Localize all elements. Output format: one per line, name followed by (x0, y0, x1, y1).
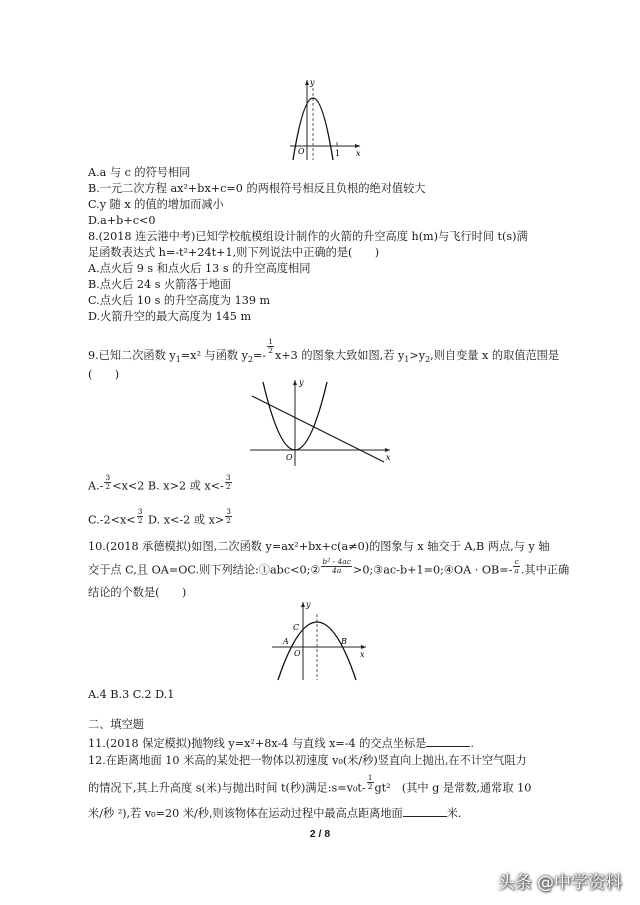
q8-stem-line1: 8.(2018 连云港中考)已知学校航模组设计制作的火箭的升空高度 h(m)与飞行时间 t(s)满 (88, 230, 528, 243)
q7-origin-label: O (298, 147, 305, 156)
q7-option-a: A.a 与 c 的符号相同 (88, 166, 191, 179)
q12-half-fraction: $\frac{1}{2}$ (367, 773, 373, 791)
q9-options-cd: C.-2<x< $\frac{3}{2}$ D. x<-2 或 x> $\frac{3}{2}$ (88, 507, 232, 527)
q7-one-label: 1 (335, 149, 341, 158)
q12-answer-blank[interactable] (403, 806, 447, 817)
q10-point-c-label: C (293, 623, 300, 632)
q7-y-label: y (310, 78, 315, 87)
q10-options: A.4 B.3 C.2 D.1 (88, 688, 175, 701)
q10-discriminant-fraction: $\frac{\text{b² - 4ac}}{4a}$ (322, 557, 351, 575)
q9-half-fraction: $\frac{1}{2}$ (268, 337, 273, 355)
q11-answer-blank[interactable] (426, 736, 470, 747)
q9-stem-line1: 9.已知二次函数 $y_1=x^2$ 与函数 $y_2=-$ $\frac{1}{2}$ x+3 的图象大致如图,若 $y_1>y_2$,则自变量 x 的取值范围是 (88, 337, 560, 365)
q8-option-b: B.点火后 24 s 火箭落于地面 (88, 278, 232, 291)
q8-option-c: C.点火后 10 s 的升空高度为 139 m (88, 294, 271, 307)
q12-stem-line3: 米/秒 ²),若 v₀=20 米/秒,则该物体在运动过程中最高点距离地面 米. (88, 807, 462, 820)
q9-answer-paren: ( ) (88, 368, 120, 381)
q7-option-d: D.a+b+c<0 (88, 214, 156, 227)
q8-stem-line2: 足函数表达式 h=-t²+24t+1,则下列说法中正确的是( ) (88, 246, 380, 259)
q10-origin-label: O (294, 649, 301, 658)
q10-point-a-label: A (283, 637, 289, 646)
q10-stem-line3: 结论的个数是( ) (88, 586, 187, 599)
q7-parabola-figure (284, 76, 364, 162)
q8-option-d: D.火箭升空的最大高度为 145 m (88, 310, 252, 323)
q10-stem-line1: 10.(2018 承德模拟)如图,二次函数 y=ax²+bx+c(a≠0)的图象与 x 轴交于 A,B 两点,与 y 轴 (88, 540, 550, 553)
q10-stem-line2: 交于点 C,且 OA=OC.则下列结论:①abc<0;② $\frac{\text{b² - 4ac}}{4a}$ >0;③ac-b+1=0;④OA · OB=- $\frac{c}{a}$ .其中正确 (88, 557, 570, 577)
section-heading-fill-in: 二、填空题 (88, 718, 144, 731)
watermark: 头条 @中学资料 (497, 873, 622, 893)
q10-point-b-label: B (341, 637, 347, 646)
q7-option-b: B.一元二次方程 ax²+bx+c=0 的两根符号相反且负根的绝对值较大 (88, 182, 426, 195)
q10-y-label: y (306, 600, 311, 609)
q9-y-label: y (299, 378, 304, 387)
q9-options-ab: A.- $\frac{3}{2}$ <x<2 B. x>2 或 x<- $\frac{3}{2}$ (88, 473, 231, 493)
q10-x-label: x (360, 650, 365, 659)
page-number: 2 / 8 (309, 828, 331, 840)
q9-origin-label: O (286, 453, 293, 462)
q9-x-label: x (386, 453, 391, 462)
q8-option-a: A.点火后 9 s 和点火后 13 s 的升空高度相同 (88, 262, 311, 275)
q7-option-c: C.y 随 x 的值的增加而减小 (88, 198, 224, 211)
q7-x-label: x (356, 149, 361, 158)
q9-graph-figure (248, 376, 398, 468)
q11-stem: 11.(2018 保定模拟)抛物线 y=x²+8x-4 与直线 x=-4 的交点坐标是 . (88, 737, 474, 750)
q10-parabola-figure (270, 600, 370, 682)
q12-stem-line1: 12.在距离地面 10 米高的某处把一物体以初速度 v₀(米/秒)竖直向上抛出,在不计空气阻力 (88, 754, 527, 767)
q10-c-over-a-fraction: $\frac{c}{a}$ (514, 557, 519, 575)
q12-stem-line2: 的情况下,其上升高度 s(米)与抛出时间 t(秒)满足:s=v₀t- $\frac{1}{2}$ gt² (其中 g 是常数,通常取 10 (88, 773, 532, 795)
